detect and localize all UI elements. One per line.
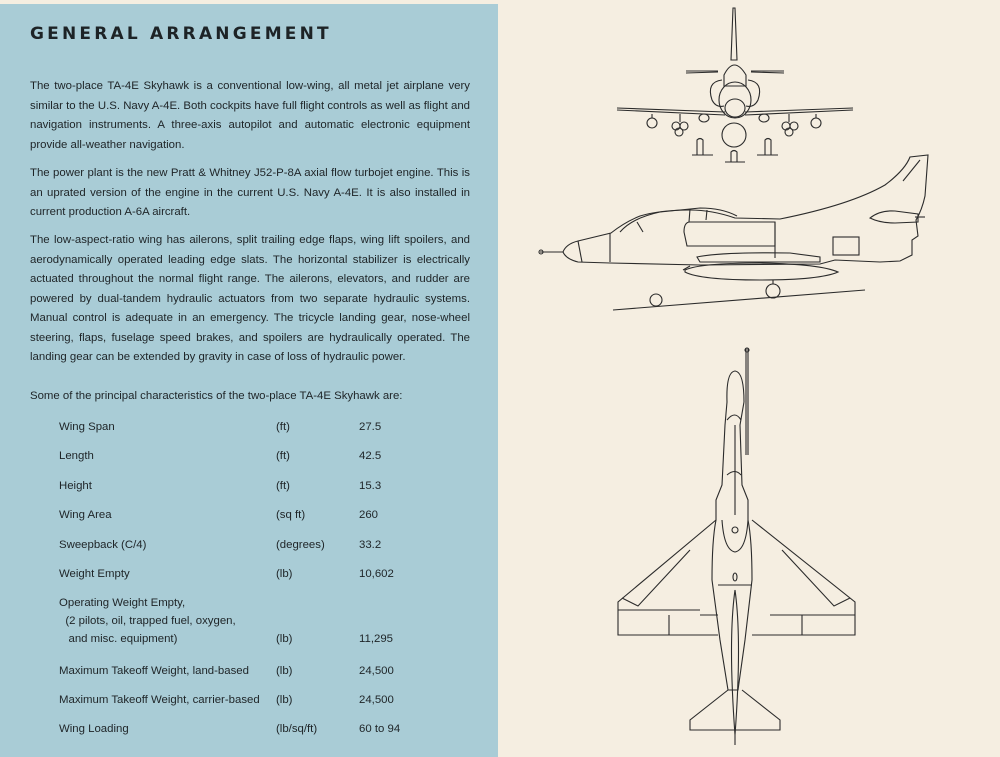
spec-row-wing-area [59,506,439,524]
spec-unit: (lb) [276,694,293,706]
spec-unit: (lb) [276,568,293,580]
spec-label: Maximum Takeoff Weight, land-based [59,665,249,677]
paragraph-powerplant: The power plant is the new Pratt & Whitney J52-P-8A axial flow turbojet engine. This is an uprated version of the engine in the current U.S. Navy A-4E. It is also installed in current production A-6A aircraft. [30,167,470,218]
spec-unit: (ft) [276,450,290,462]
spec-value: 24,500 [359,665,394,677]
spec-value: 33.2 [359,539,382,551]
spec-value: 27.5 [359,421,382,433]
spec-row-sweepback [59,536,439,554]
spec-row-height [59,477,439,495]
spec-label: Length [59,450,94,462]
spec-label: Maximum Takeoff Weight, carrier-based [59,694,260,706]
spec-row-max-takeoff-land [59,662,439,680]
front-view-drawing [617,8,853,162]
spec-unit: (degrees) [276,539,325,551]
spec-unit: (ft) [276,421,290,433]
top-view-drawing [618,348,855,745]
spec-label: Wing Area [59,509,112,521]
spec-label: Sweepback (C/4) [59,539,147,551]
spec-row-operating-weight-empty [59,594,439,648]
spec-unit: (lb) [276,633,293,645]
spec-value: 10,602 [359,568,394,580]
paragraph-wing-controls: The low-aspect-ratio wing has ailerons, split trailing edge flaps, wing lift spoilers, and aerodynamically operated leading edge slats. The horizontal stabilizer is electrically actuated throughout the normal flight range. The ailerons, elevators, and rudder are powered by dual-tandem hydraulic actuators from two separate hydraulic systems. Manual control is adequate in an emergency. The tricycle landing gear, nose-wheel steering, flaps, fuselage speed brakes, and spoilers are hydraulically operated. The landing gear can be extended by gravity in case of loss of hydraulic power. [30,234,470,363]
spec-label: Operating Weight Empty, (2 pilots, oil, trapped fuel, oxygen, and misc. equipment) [59,597,236,645]
spec-value: 15.3 [359,480,382,492]
paragraph-overview: The two-place TA-4E Skyhawk is a conventional low-wing, all metal jet airplane very similar to the U.S. Navy A-4E. Both cockpits have full flight controls as well as flight and navigation instruments. A three-axis autopilot and automatic electronic equipment provide all-weather navigation. [30,80,470,151]
spec-label: Height [59,480,92,492]
spec-label: Wing Span [59,421,115,433]
text-panel [0,4,498,757]
specs-intro: Some of the principal characteristics of the two-place TA-4E Skyhawk are: [30,390,403,402]
spec-row-wing-span [59,418,439,436]
page-title: GENERAL ARRANGEMENT [30,24,332,44]
spec-unit: (lb/sq/ft) [276,723,318,735]
spec-value: 42.5 [359,450,382,462]
spec-row-weight-empty [59,565,439,583]
spec-value: 60 to 94 [359,723,401,735]
spec-unit: (sq ft) [276,509,306,521]
aircraft-drawings [500,0,1000,757]
spec-row-wing-loading [59,720,439,738]
spec-unit: (lb) [276,665,293,677]
spec-value: 11,295 [359,633,393,645]
spec-value: 24,500 [359,694,394,706]
spec-row-max-takeoff-carrier [59,691,439,709]
spec-label: Weight Empty [59,568,130,580]
spec-unit: (ft) [276,480,290,492]
spec-row-length [59,447,439,465]
spec-label: Wing Loading [59,723,129,735]
spec-value: 260 [359,509,379,521]
side-view-drawing [539,155,928,310]
